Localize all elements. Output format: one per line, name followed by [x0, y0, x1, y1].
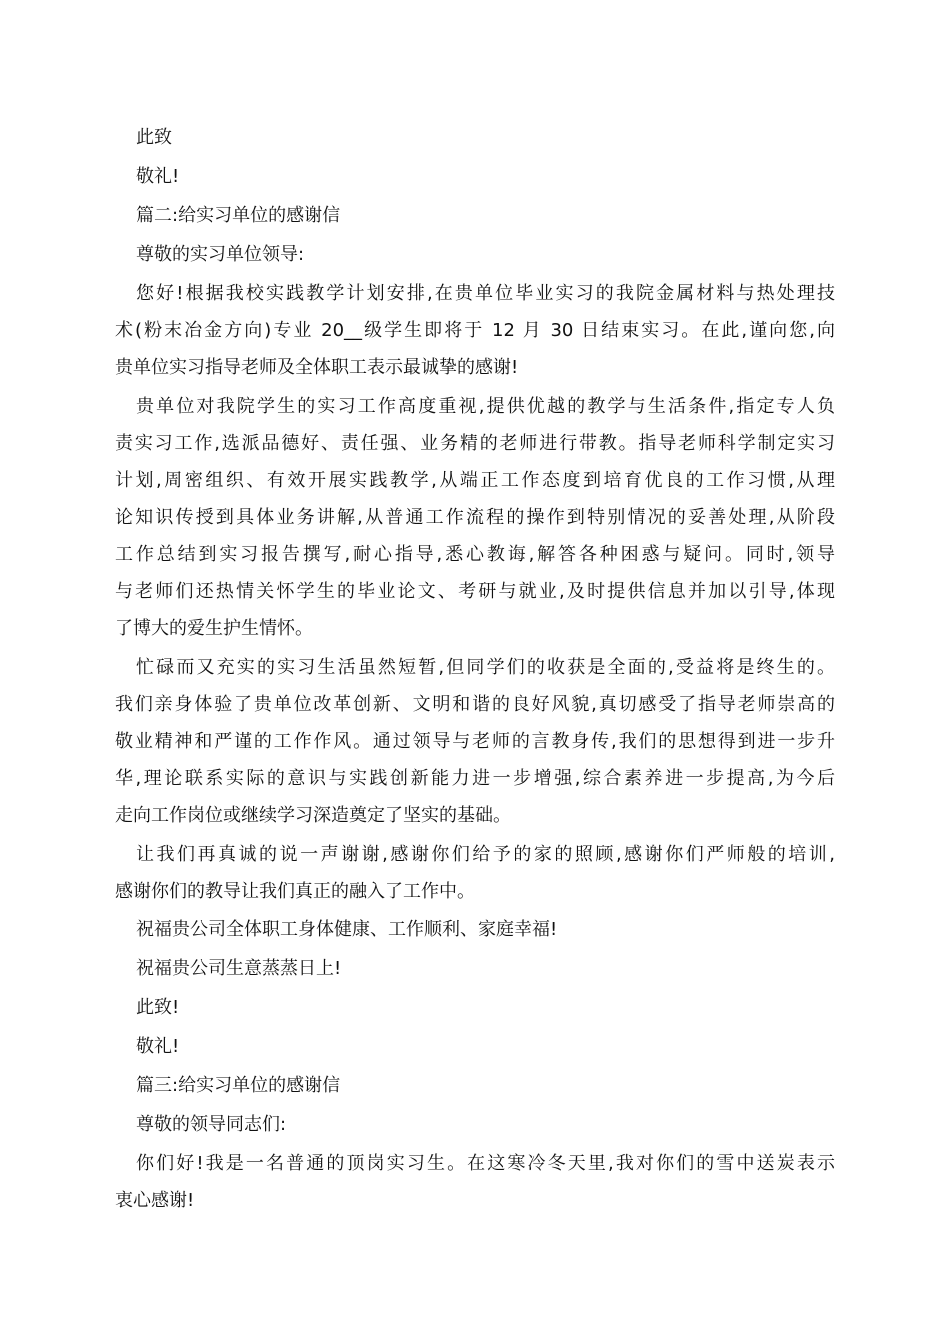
paragraph-line: 责实习工作,选派品德好、责任强、业务精的老师进行带教。指导老师科学制定实习	[115, 433, 835, 454]
paragraph-line: 让我们再真诚的说一声谢谢,感谢你们给予的家的照顾,感谢你们严师般的培训,	[136, 844, 835, 865]
wish-line: 祝福贵公司全体职工身体健康、工作顺利、家庭幸福!	[136, 919, 558, 940]
section-two-title: 篇二:给实习单位的感谢信	[136, 205, 341, 226]
paragraph-line: 与老师们还热情关怀学生的毕业论文、考研与就业,及时提供信息并加以引导,体现	[115, 581, 835, 602]
paragraph-line: 计划,周密组织、有效开展实践教学,从端正工作态度到培育优良的工作习惯,从理	[115, 470, 835, 491]
wish-line: 祝福贵公司生意蒸蒸日上!	[136, 958, 342, 979]
paragraph-intro	[115, 275, 835, 386]
salute-line: 敬礼!	[136, 1036, 180, 1057]
paragraph-line: 您好!根据我校实践教学计划安排,在贵单位毕业实习的我院金属材料与热处理技	[136, 283, 835, 304]
document-body	[115, 118, 835, 1219]
paragraph-line: 贵单位实习指导老师及全体职工表示最诚挚的感谢!	[115, 357, 519, 378]
paragraph-line: 贵单位对我院学生的实习工作高度重视,提供优越的教学与生活条件,指定专人负	[136, 396, 835, 417]
section-two-greeting: 尊敬的实习单位领导:	[136, 244, 305, 265]
paragraph-opening	[115, 1145, 835, 1219]
closing-line: 此致	[136, 127, 172, 148]
section-three-greeting: 尊敬的领导同志们:	[136, 1114, 287, 1135]
paragraph-line: 感谢你们的教导让我们真正的融入了工作中。	[115, 881, 475, 902]
paragraph-line: 华,理论联系实际的意识与实践创新能力进一步增强,综合素养进一步提高,为今后	[115, 768, 835, 789]
paragraph-line: 衷心感谢!	[115, 1190, 195, 1211]
paragraph-line: 我们亲身体验了贵单位改革创新、文明和谐的良好风貌,真切感受了指导老师崇高的	[115, 694, 835, 715]
paragraph-line: 走向工作岗位或继续学习深造奠定了坚实的基础。	[115, 805, 511, 826]
closing-line: 此致!	[136, 997, 180, 1018]
salute-line: 敬礼!	[136, 166, 180, 187]
paragraph-support	[115, 388, 835, 647]
section-three-title: 篇三:给实习单位的感谢信	[136, 1075, 341, 1096]
paragraph-thanks	[115, 836, 835, 910]
paragraph-line: 你们好!我是一名普通的顶岗实习生。在这寒冷冬天里,我对你们的雪中送炭表示	[136, 1153, 835, 1174]
paragraph-line: 工作总结到实习报告撰写,耐心指导,悉心教诲,解答各种困惑与疑问。同时,领导	[115, 544, 835, 565]
paragraph-line: 了博大的爱生护生情怀。	[115, 618, 313, 639]
paragraph-line: 论知识传授到具体业务讲解,从普通工作流程的操作到特别情况的妥善处理,从阶段	[115, 507, 835, 528]
paragraph-line: 术(粉末冶金方向)专业 20__级学生即将于 12 月 30 日结束实习。在此,谨向您,向	[115, 320, 835, 341]
paragraph-line: 敬业精神和严谨的工作作风。通过领导与老师的言教身传,我们的思想得到进一步升	[115, 731, 835, 752]
paragraph-line: 忙碌而又充实的实习生活虽然短暂,但同学们的收获是全面的,受益将是终生的。	[136, 657, 835, 678]
paragraph-harvest	[115, 649, 835, 834]
